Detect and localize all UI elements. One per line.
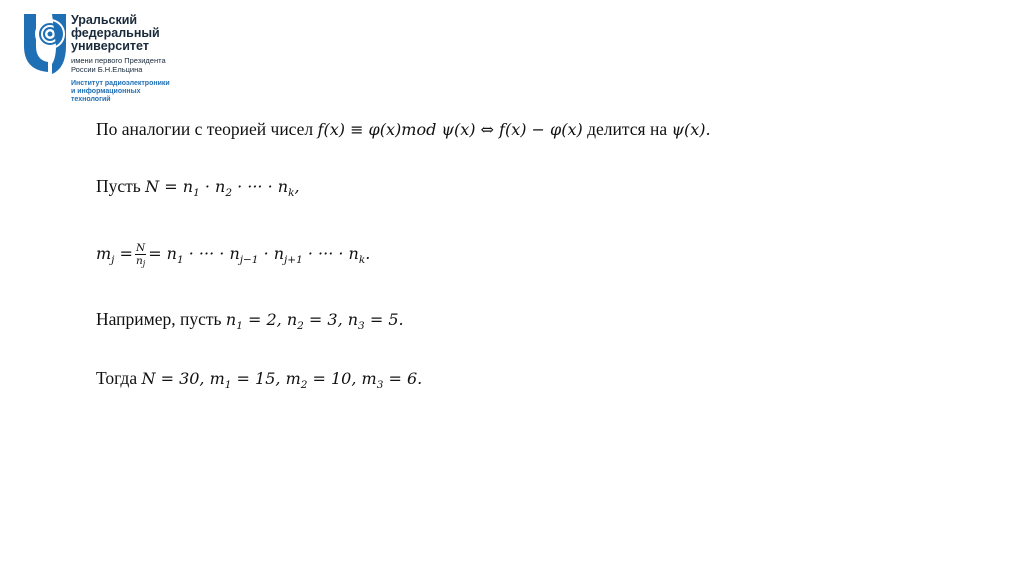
university-subtitle-line-1: имени первого Президента <box>71 56 166 65</box>
definition-N <box>96 175 300 198</box>
let-text: Пусть <box>96 176 141 196</box>
university-name-line-3: университет <box>71 39 149 53</box>
N-over-n-j-fraction: $\frac{N}{n_j}$ <box>135 242 146 268</box>
university-name <box>71 14 231 53</box>
university-name-line-1: Уральский <box>71 13 138 27</box>
institute-line-3: технологий <box>71 96 111 103</box>
institute-name <box>71 80 231 104</box>
result-values-formula: N = 30, $m_1 = 15$, $m_2 = 10$, $m_3 = 6$. <box>141 369 423 391</box>
congruence-formula: f(x) ≡ φ(x)mod ψ(x) ⇔ f(x) − φ(x) <box>317 120 583 139</box>
logo-text <box>71 14 231 104</box>
result-statement <box>96 367 422 390</box>
institute-line-1: Институт радиоэлектроники <box>71 80 170 87</box>
divides-text: делится на <box>587 119 668 139</box>
university-subtitle <box>71 56 231 74</box>
institute-line-2: и информационных <box>71 88 141 95</box>
university-subtitle-line-2: России Б.Н.Ельцина <box>71 65 143 74</box>
example-values-formula: $n_1 = 2$, $n_2 = 3$, $n_3 = 5$. <box>225 310 404 332</box>
analogy-statement <box>96 118 711 141</box>
then-text: Тогда <box>96 368 138 388</box>
N-product-formula: $N = n_1 \cdot n_2$ · ··· · $n_k$, <box>145 177 300 199</box>
analogy-prefix: По аналогии с теорией чисел <box>96 119 314 139</box>
urfu-logo-icon <box>22 12 70 76</box>
m-j-formula: $m_j$ = $\frac{N}{n_j}$ = $n_1$ · ··· · $n_{j-1} \cdot n_{j+1}$ · ··· · $n_k$. <box>96 242 371 268</box>
example-prefix: Например, пусть <box>96 309 222 329</box>
university-logo <box>22 12 222 112</box>
university-name-line-2: федеральный <box>71 26 160 40</box>
definition-m-j <box>96 242 370 267</box>
modulus-formula: ψ(x). <box>671 120 711 139</box>
example-statement <box>96 308 404 331</box>
